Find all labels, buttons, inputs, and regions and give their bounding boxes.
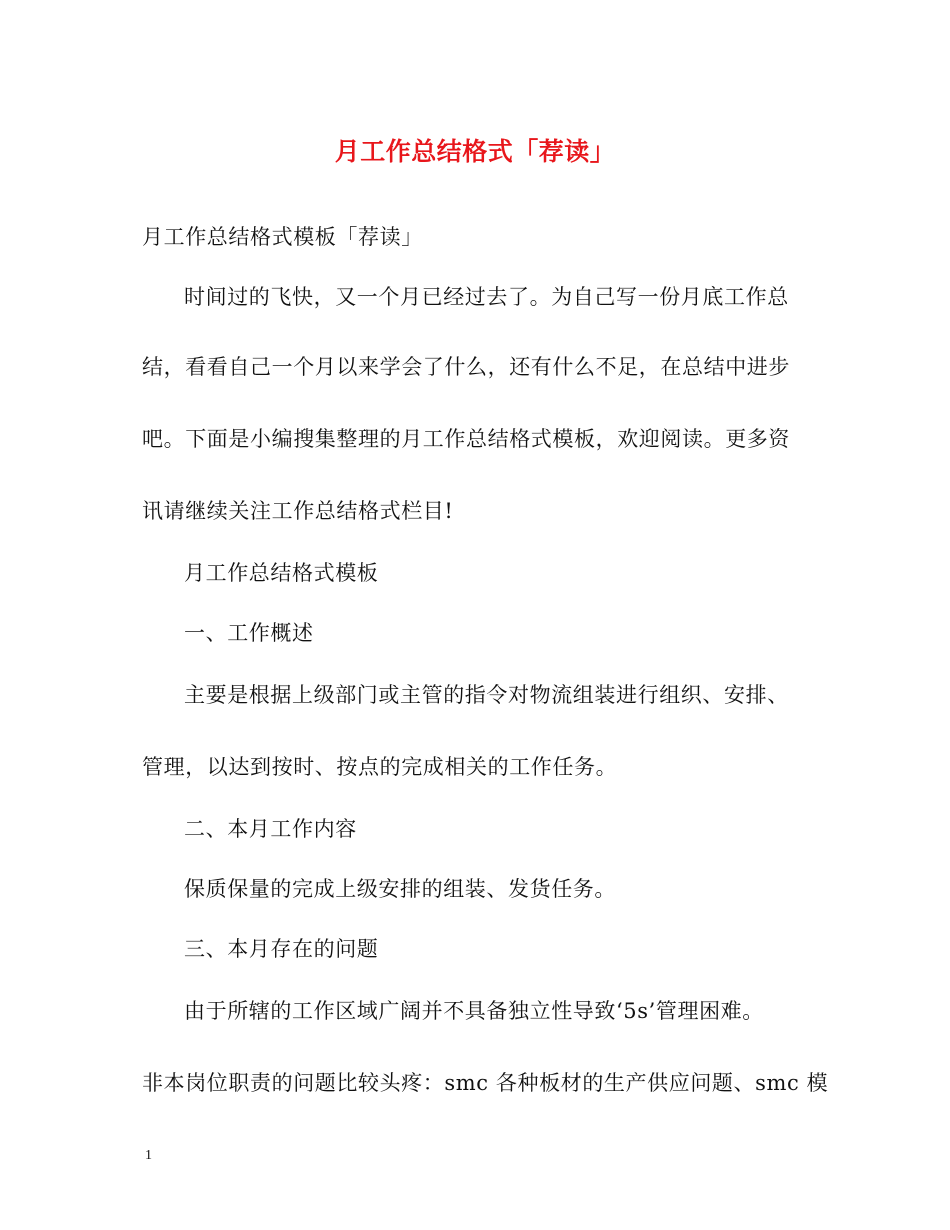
paragraph-line: 时间过的飞快，又一个月已经过去了。为自己写一份月底工作总 [184, 285, 789, 309]
section-heading: 三、本月存在的问题 [184, 937, 379, 961]
paragraph-line: 主要是根据上级部门或主管的指令对物流组装进行组织、安排、 [184, 683, 789, 707]
subtitle-line: 月工作总结格式模板「荐读」 [142, 225, 423, 249]
paragraph-line: 吧。下面是小编搜集整理的月工作总结格式模板，欢迎阅读。更多资 [142, 427, 790, 451]
section-heading: 一、工作概述 [184, 621, 314, 645]
paragraph-line: 管理，以达到按时、按点的完成相关的工作任务。 [142, 755, 618, 779]
page-number: 1 [145, 1148, 152, 1163]
paragraph-line: 讯请继续关注工作总结格式栏目! [142, 499, 454, 523]
section-heading: 二、本月工作内容 [184, 817, 357, 841]
paragraph-line: 保质保量的完成上级安排的组装、发货任务。 [184, 877, 616, 901]
paragraph-line: 非本岗位职责的问题比较头疼：smc 各种板材的生产供应问题、smc 模 [142, 1071, 829, 1095]
paragraph-line: 由于所辖的工作区域广阔并不具备独立性导致‘5s’管理困难。 [184, 999, 764, 1023]
section-heading: 月工作总结格式模板 [184, 561, 379, 585]
document-title: 月工作总结格式「荐读」 [334, 137, 616, 166]
paragraph-line: 结，看看自己一个月以来学会了什么，还有什么不足，在总结中进步 [142, 355, 790, 379]
